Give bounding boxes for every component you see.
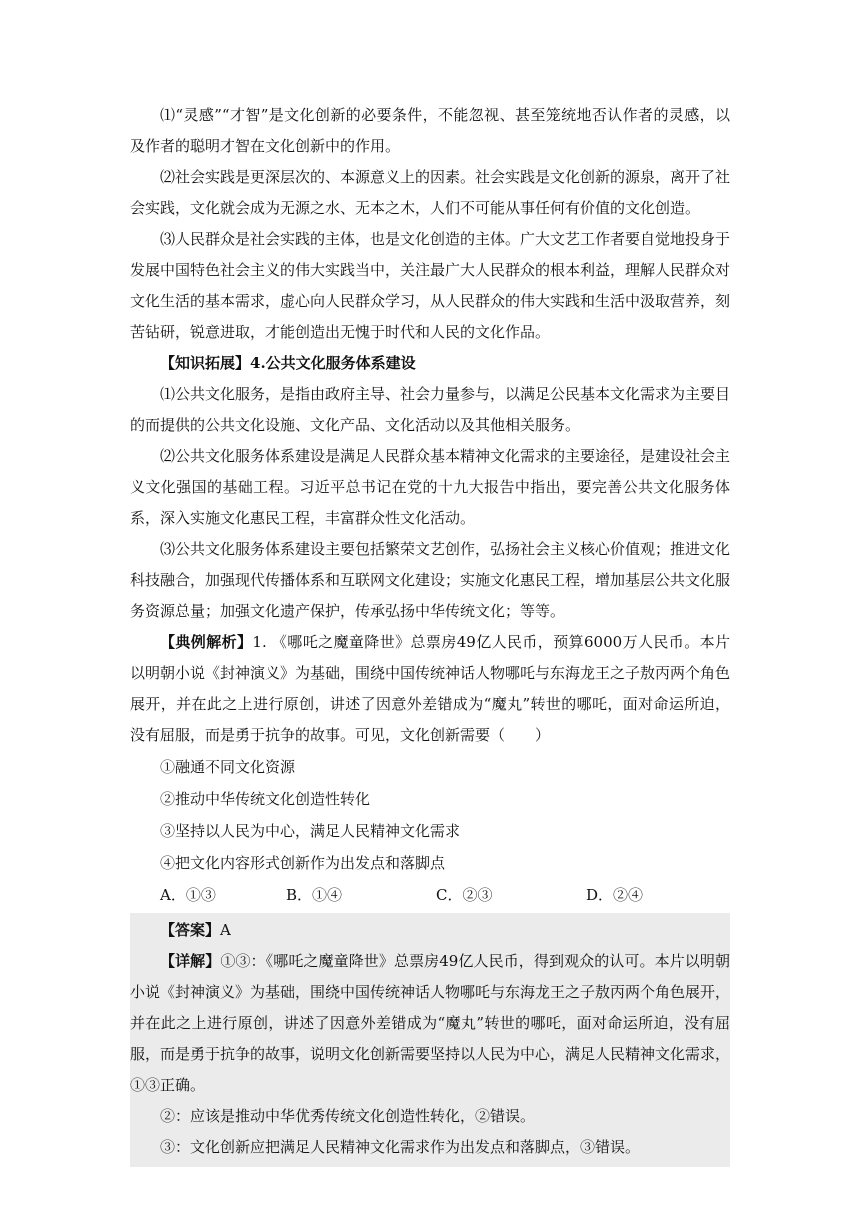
- detail-paragraph-1: [130, 946, 730, 1101]
- paragraph-people: ⑶人民群众是社会实践的主体，也是文化创造的主体。广大文艺工作者要自觉地投身于发展中国特色社会主义的伟大实践当中，关注最广大人民群众的根本利益，理解人民群众对文化生活的基本需求，虚心向人民群众学习，从人民群众的伟大实践和生活中汲取营养，刻苦钻研，锐意进取，才能创造出无愧于时代和人民的文化作品。: [130, 230, 731, 341]
- answer-choices: [130, 879, 730, 911]
- example-question: [130, 627, 730, 751]
- paragraph-social-practice: ⑵社会实践是更深层次的、本源意义上的因素。社会实践是文化创新的源泉，离开了社会实践，文化就会成为无源之水、无本之木，人们不可能从事任何有价值的文化创造。: [130, 168, 731, 217]
- detail-paragraph-2: ②：应该是推动中华优秀传统文化创造性转化，②错误。: [160, 1107, 536, 1125]
- option-4: ④把文化内容形式创新作为出发点和落脚点: [160, 854, 446, 872]
- option-3: ③坚持以人民为中心，满足人民精神文化需求: [160, 822, 461, 840]
- answer-label: 【答案】: [160, 921, 221, 939]
- knowledge-item-2: ⑵公共文化服务体系建设是满足人民群众基本精神文化需求的主要途径，是建设社会主义文化强国的基础工程。习近平总书记在党的十九大报告中指出，要完善公共文化服务体系，深入实施文化惠民工程，丰富群众性文化活动。: [130, 447, 731, 527]
- example-question-text: 1. 《哪吒之魔童降世》总票房49亿人民币，预算6000万人民币。本片以明朝小说《封神演义》为基础，围绕中国传统神话人物哪吒与东海龙王之子敖丙两个角色展开，并在此之上进行原创，讲述了因意外差错成为“魔丸”转世的哪吒，面对命运所迫，没有屈服，而是勇于抗争的故事。可见，文化创新需要（ ）: [130, 633, 731, 744]
- choice-d: D．②④: [586, 886, 644, 904]
- answer-box: [130, 913, 730, 1167]
- detail-label: 【详解】: [160, 952, 221, 970]
- detail-paragraph-3: ③：文化创新应把满足人民精神文化需求作为出发点和落脚点，③错误。: [160, 1138, 641, 1156]
- answer-value: A: [220, 921, 231, 939]
- option-1: ①融通不同文化资源: [160, 758, 296, 776]
- answer-line: [130, 915, 730, 946]
- knowledge-heading: 【知识拓展】4.公共文化服务体系建设: [160, 354, 416, 372]
- paragraph-inspiration: ⑴“灵感”“才智”是文化创新的必要条件，不能忽视、甚至笼统地否认作者的灵感，以及作者的聪明才智在文化创新中的作用。: [130, 106, 730, 155]
- option-2: ②推动中华传统文化创造性转化: [160, 790, 371, 808]
- choice-b: B．①④: [286, 886, 343, 904]
- choice-a: A．①③: [160, 886, 216, 904]
- document-content: [130, 100, 730, 1167]
- knowledge-item-3: ⑶公共文化服务体系建设主要包括繁荣文艺创作，弘扬社会主义核心价值观；推进文化科技融合，加强现代传播体系和互联网文化建设；实施文化惠民工程，增加基层公共文化服务资源总量；加强文化遗产保护，传承弘扬中华传统文化；等等。: [130, 540, 731, 620]
- example-label: 【典例解析】: [160, 633, 253, 651]
- choice-c: C．②③: [436, 886, 493, 904]
- knowledge-item-1: ⑴公共文化服务，是指由政府主导、社会力量参与，以满足公民基本文化需求为主要目的而提供的公共文化设施、文化产品、文化活动以及其他相关服务。: [130, 385, 731, 434]
- detail-text-1: ①③：《哪吒之魔童降世》总票房49亿人民币，得到观众的认可。本片以明朝小说《封神演义》为基础，围绕中国传统神话人物哪吒与东海龙王之子敖丙两个角色展开，并在此之上进行原创，讲述了因意外差错成为“魔丸”转世的哪吒，面对命运所迫，没有屈服，而是勇于抗争的故事，说明文化创新需要坚持以人民为中心，满足人民精神文化需求，①③正确。: [130, 952, 731, 1094]
